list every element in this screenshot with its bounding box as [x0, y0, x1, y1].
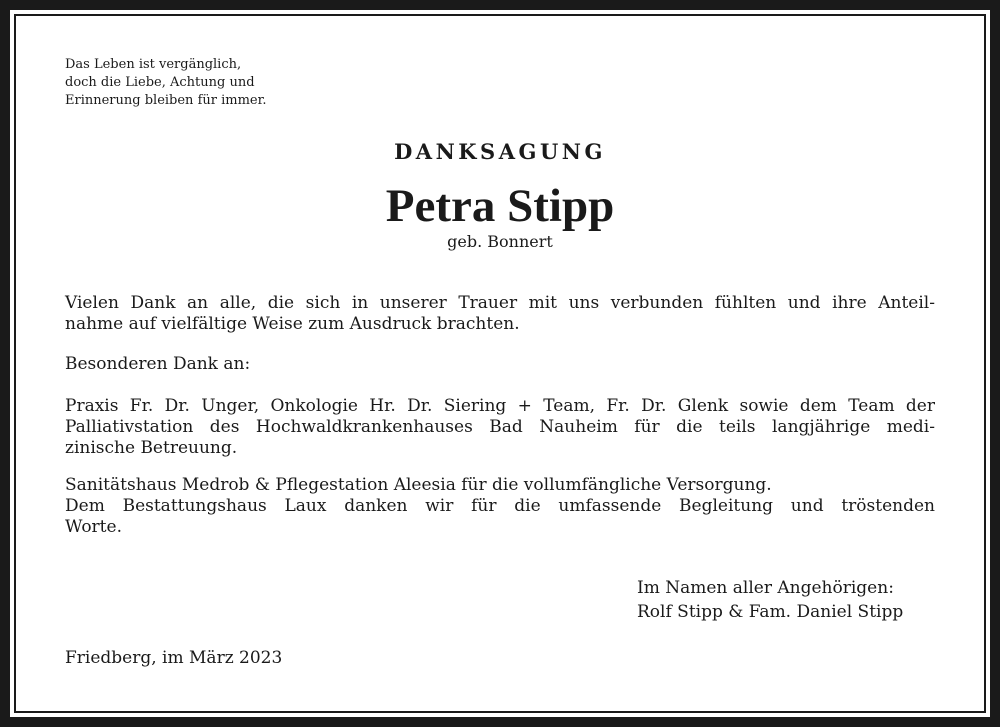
maiden-name: geb. Bonnert — [447, 232, 553, 251]
paragraph-line: Praxis Fr. Dr. Unger, Onkologie Hr. Dr. Siering + Team, Fr. Dr. Glenk sowie dem Team der — [65, 396, 935, 416]
special-thanks-care-paragraph — [65, 475, 935, 538]
paragraph-line: zinische Betreuung. — [65, 438, 238, 458]
deceased-name: Petra Stipp — [385, 180, 615, 232]
paragraph-line: Palliativstation des Hochwaldkrankenhauses Bad Nauheim für die teils langjährige medi- — [65, 417, 935, 437]
paragraph-line: Dem Bestattungshaus Laux danken wir für die umfassende Begleitung und tröstenden — [65, 496, 935, 516]
special-thanks-medical-paragraph — [65, 396, 935, 459]
special-thanks-intro: Besonderen Dank an: — [65, 354, 251, 374]
paragraph-line: Worte. — [65, 517, 122, 537]
motto-line: doch die Liebe, Achtung und — [65, 75, 255, 90]
thanks-all-paragraph — [65, 293, 935, 335]
place-and-date: Friedberg, im März 2023 — [65, 648, 283, 668]
signature-block — [637, 576, 903, 624]
motto-line: Das Leben ist vergänglich, — [65, 57, 242, 72]
signature-intro: Im Namen aller Angehörigen: — [637, 578, 894, 598]
notice-heading: DANKSAGUNG — [394, 139, 606, 164]
paragraph-line: nahme auf vielfältige Weise zum Ausdruck brachten. — [65, 314, 520, 334]
motto-verse — [65, 56, 267, 110]
signature-names: Rolf Stipp & Fam. Daniel Stipp — [637, 602, 904, 622]
paragraph-line: Sanitätshaus Medrob & Pflegestation Aleesia für die vollumfängliche Versorgung. — [65, 475, 772, 495]
motto-line: Erinnerung bleiben für immer. — [65, 93, 267, 108]
paragraph-line: Vielen Dank an alle, die sich in unserer Trauer mit uns verbunden fühlten und ihre Anteil- — [65, 293, 935, 313]
